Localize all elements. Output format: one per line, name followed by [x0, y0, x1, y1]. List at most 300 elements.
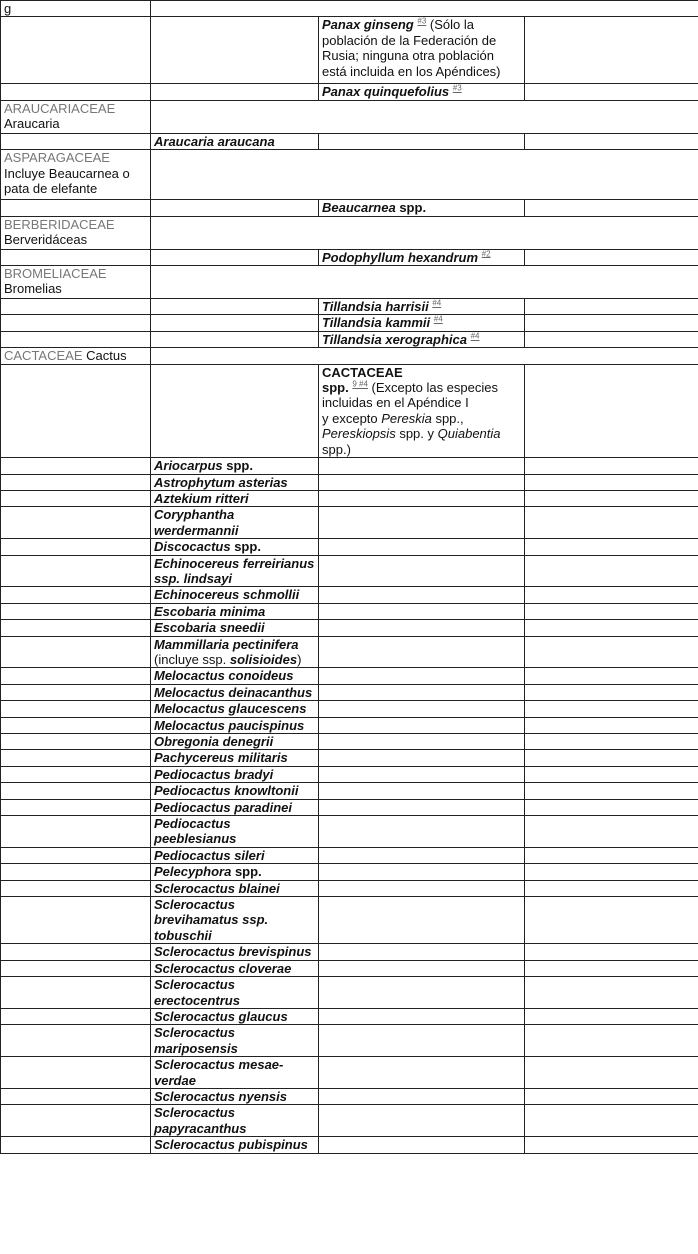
appendix-ii-cell — [319, 555, 525, 587]
appendix-ii-cell — [319, 299, 525, 315]
appendix-iii-cell — [525, 315, 698, 331]
appendix-ii-cell — [319, 603, 525, 619]
footnote-ref: #4 — [470, 331, 480, 341]
appendix-i-cell — [151, 587, 319, 603]
family-cell — [1, 1137, 151, 1153]
appendix-i-cell — [151, 315, 319, 331]
appendix-ii-cell — [319, 734, 525, 750]
appendix-iii-cell — [525, 133, 698, 149]
family-cell — [1, 1105, 151, 1137]
cell-text: ) — [297, 651, 302, 667]
appendix-i-cell — [151, 750, 319, 766]
cell-text: Beaucarnea — [322, 200, 396, 216]
family-cell — [1, 944, 151, 960]
appendix-i-cell — [151, 1137, 319, 1153]
appendix-ii-cell — [319, 668, 525, 684]
appendix-i-cell — [151, 200, 319, 216]
appendix-iii-cell — [525, 766, 698, 782]
appendix-i-cell — [151, 864, 319, 880]
table-row — [1, 668, 698, 684]
appendix-i-cell — [151, 507, 319, 539]
appendix-ii-cell — [319, 17, 525, 84]
family-name: ARAUCARIACEAE — [4, 100, 116, 116]
footnote-ref: #4 — [432, 298, 442, 308]
appendix-i-cell — [151, 331, 319, 347]
appendix-iii-cell — [525, 1025, 698, 1057]
appendix-ii-cell — [319, 960, 525, 976]
family-cell — [1, 636, 151, 668]
appendix-iii-cell — [525, 960, 698, 976]
cell-text: Melocactus paucispinus — [154, 717, 305, 733]
cell-text: spp., — [431, 410, 464, 426]
family-cell — [1, 315, 151, 331]
table-row — [1, 701, 698, 717]
family-cell — [1, 200, 151, 216]
table-row — [1, 458, 698, 474]
table-row — [1, 200, 698, 216]
appendix-iii-cell — [525, 668, 698, 684]
appendix-ii-cell — [319, 847, 525, 863]
appendix-i-cell — [151, 490, 319, 506]
table-row — [1, 977, 698, 1009]
appendix-ii-cell — [319, 315, 525, 331]
cell-text: Pediocactus bradyi — [154, 766, 274, 782]
appendix-iii-cell — [525, 539, 698, 555]
appendix-ii-cell — [319, 539, 525, 555]
table-row — [1, 750, 698, 766]
family-cell — [1, 734, 151, 750]
appendix-iii-cell — [525, 84, 698, 100]
cell-text: Pachycereus militaris — [154, 750, 288, 766]
appendix-ii-cell — [319, 944, 525, 960]
appendix-ii-cell — [319, 200, 525, 216]
family-cell — [1, 717, 151, 733]
cell-text: Escobaria minima — [154, 603, 266, 619]
appendix-i-cell — [151, 977, 319, 1009]
appendix-iii-cell — [525, 1137, 698, 1153]
appendix-i-cell — [151, 1105, 319, 1137]
cell-text: Melocactus glaucescens — [154, 701, 307, 717]
appendix-ii-cell — [319, 1088, 525, 1104]
appendix-iii-cell — [525, 847, 698, 863]
cell-text: g — [4, 1, 12, 16]
family-name: ASPARAGACEAE — [4, 150, 110, 166]
table-row — [1, 717, 698, 733]
appendix-iii-cell — [525, 1008, 698, 1024]
table-row — [1, 1057, 698, 1089]
cell-text: spp. — [222, 458, 253, 474]
cell-text: spp. — [231, 864, 262, 880]
table-row — [1, 364, 698, 457]
appendix-i-cell — [151, 783, 319, 799]
family-cell — [1, 603, 151, 619]
appendix-ii-cell — [319, 783, 525, 799]
family-row — [1, 216, 698, 249]
cell-text: Podophyllum hexandrum — [322, 249, 482, 265]
family-row — [1, 266, 698, 299]
footnote-ref: 9 #4 — [352, 379, 368, 389]
table-row — [1, 620, 698, 636]
cell-text: Obregonia denegrii — [154, 734, 274, 749]
table-body — [1, 1, 698, 1154]
family-cell — [1, 1008, 151, 1024]
cell-text: spp. — [230, 539, 261, 555]
cell-text: Araucaria araucana — [154, 133, 275, 149]
family-cell — [1, 977, 151, 1009]
appendix-i-cell — [151, 684, 319, 700]
appendix-iii-cell — [525, 684, 698, 700]
family-cell — [1, 864, 151, 880]
appendix-ii-cell — [319, 864, 525, 880]
cell-text: Pelecyphora — [154, 864, 232, 880]
cell-text: Coryphantha werdermannii — [154, 507, 239, 538]
table-row — [1, 84, 698, 100]
cell-text: Pediocactus sileri — [154, 847, 265, 863]
appendix-ii-cell — [319, 458, 525, 474]
appendix-ii-cell — [319, 1025, 525, 1057]
empty-cell — [151, 1, 698, 17]
family-cell — [1, 216, 151, 249]
appendix-ii-cell — [319, 249, 525, 265]
family-cell — [1, 133, 151, 149]
table-row — [1, 1088, 698, 1104]
cell-text: Mammillaria pectinifera — [154, 636, 299, 652]
table-row — [1, 17, 698, 84]
family-cell — [1, 266, 151, 299]
appendix-i-cell — [151, 620, 319, 636]
family-cell — [1, 364, 151, 457]
cell-text: Pediocactus paradinei — [154, 799, 292, 815]
appendix-iii-cell — [525, 701, 698, 717]
cell-text: Cactus — [82, 348, 127, 364]
empty-cell — [151, 150, 698, 200]
family-cell — [1, 960, 151, 976]
cell-text: Discocactus — [154, 539, 231, 555]
appendix-iii-cell — [525, 331, 698, 347]
appendix-iii-cell — [525, 717, 698, 733]
cell-text: solisioides — [229, 651, 298, 667]
family-cell — [1, 587, 151, 603]
family-cell — [1, 1057, 151, 1089]
appendix-i-cell — [151, 847, 319, 863]
appendix-iii-cell — [525, 587, 698, 603]
family-row — [1, 348, 698, 364]
appendix-ii-cell — [319, 474, 525, 490]
appendix-ii-cell — [319, 717, 525, 733]
cell-text: Pereskia — [381, 410, 432, 426]
family-cell — [1, 1088, 151, 1104]
appendix-i-cell — [151, 960, 319, 976]
appendix-i-cell — [151, 249, 319, 265]
family-cell — [1, 701, 151, 717]
appendix-i-cell — [151, 944, 319, 960]
family-cell — [1, 17, 151, 84]
table-row — [1, 864, 698, 880]
cell-text: Sclerocactus mariposensis — [154, 1025, 238, 1056]
cell-text: spp.) — [322, 441, 351, 457]
family-row — [1, 100, 698, 133]
appendix-iii-cell — [525, 200, 698, 216]
cell-text: Sclerocactus mesae-verdae — [154, 1057, 284, 1088]
cell-text: Sclerocactus blainei — [154, 880, 280, 896]
table-row — [1, 539, 698, 555]
appendix-iii-cell — [525, 507, 698, 539]
cell-text: Pereskiopsis — [322, 426, 396, 442]
appendix-i-cell — [151, 880, 319, 896]
cell-text: Bromelias — [4, 281, 62, 297]
appendix-i-cell — [151, 299, 319, 315]
cell-text: Tillandsia xerographica — [322, 331, 471, 347]
family-cell — [1, 84, 151, 100]
family-cell — [1, 249, 151, 265]
appendix-i-cell — [151, 1025, 319, 1057]
cell-text: Melocactus deinacanthus — [154, 684, 313, 700]
appendix-i-cell — [151, 636, 319, 668]
family-cell — [1, 150, 151, 200]
table-row — [1, 1105, 698, 1137]
table-row — [1, 636, 698, 668]
appendix-iii-cell — [525, 490, 698, 506]
appendix-ii-cell — [319, 799, 525, 815]
cell-text: Tillandsia kammii — [322, 315, 434, 331]
table-row — [1, 1137, 698, 1153]
family-cell — [1, 766, 151, 782]
cell-text: Melocactus conoideus — [154, 668, 294, 684]
family-cell — [1, 1, 151, 17]
family-cell — [1, 490, 151, 506]
cell-text: Ariocarpus — [154, 458, 223, 474]
table-row — [1, 490, 698, 506]
appendix-ii-cell — [319, 1057, 525, 1089]
appendix-iii-cell — [525, 458, 698, 474]
appendix-i-cell — [151, 364, 319, 457]
family-cell — [1, 331, 151, 347]
appendix-iii-cell — [525, 620, 698, 636]
appendix-iii-cell — [525, 1088, 698, 1104]
family-name: CACTACEAE — [4, 348, 83, 364]
family-row — [1, 150, 698, 200]
appendix-ii-cell — [319, 684, 525, 700]
appendix-i-cell — [151, 816, 319, 848]
cell-text: Sclerocactus pubispinus — [154, 1137, 308, 1153]
appendix-iii-cell — [525, 299, 698, 315]
table-row — [1, 897, 698, 944]
appendix-iii-cell — [525, 249, 698, 265]
family-name: BERBERIDACEAE — [4, 216, 115, 232]
cell-text: Echinocereus schmollii — [154, 587, 300, 603]
appendix-i-cell — [151, 1057, 319, 1089]
appendix-ii-cell — [319, 636, 525, 668]
appendix-ii-cell — [319, 1008, 525, 1024]
table-row — [1, 133, 698, 149]
family-cell — [1, 897, 151, 944]
appendix-iii-cell — [525, 864, 698, 880]
table-row — [1, 331, 698, 347]
appendix-i-cell — [151, 539, 319, 555]
appendix-ii-cell — [319, 816, 525, 848]
appendix-iii-cell — [525, 880, 698, 896]
appendix-iii-cell — [525, 897, 698, 944]
appendix-ii-cell — [319, 490, 525, 506]
footnote-ref: #2 — [481, 249, 491, 259]
table-row — [1, 1025, 698, 1057]
table-row — [1, 816, 698, 848]
cell-text: Araucaria — [4, 116, 60, 132]
table-row — [1, 880, 698, 896]
cell-text: CACTACEAE — [322, 364, 403, 380]
appendix-ii-cell — [319, 750, 525, 766]
cell-text: Sclerocactus brevihamatus ssp. tobuschii — [154, 897, 269, 943]
table-row — [1, 587, 698, 603]
cell-text: Aztekium ritteri — [154, 490, 249, 506]
table-row — [1, 1008, 698, 1024]
cell-text: Echinocereus ferreirianus ssp. lindsayi — [154, 555, 315, 586]
appendix-iii-cell — [525, 944, 698, 960]
appendix-ii-cell — [319, 620, 525, 636]
cell-text: Escobaria sneedii — [154, 620, 265, 636]
appendix-i-cell — [151, 17, 319, 84]
table-row — [1, 944, 698, 960]
cell-text: Pediocactus knowltonii — [154, 783, 299, 799]
family-cell — [1, 474, 151, 490]
appendix-i-cell — [151, 668, 319, 684]
family-cell — [1, 539, 151, 555]
family-cell — [1, 507, 151, 539]
table-row — [1, 555, 698, 587]
appendix-iii-cell — [525, 1057, 698, 1089]
cell-text: Sclerocactus erectocentrus — [154, 977, 240, 1008]
empty-cell — [151, 348, 698, 364]
empty-cell — [151, 266, 698, 299]
appendix-iii-cell — [525, 816, 698, 848]
cell-text: Sclerocactus papyracanthus — [154, 1105, 247, 1136]
footnote-ref: #3 — [417, 17, 427, 27]
appendix-i-cell — [151, 84, 319, 100]
cell-text: Sclerocactus nyensis — [154, 1088, 287, 1104]
family-cell — [1, 847, 151, 863]
appendix-ii-cell — [319, 133, 525, 149]
appendix-ii-cell — [319, 977, 525, 1009]
cell-text: Pediocactus peeblesianus — [154, 816, 237, 847]
family-cell — [1, 783, 151, 799]
family-cell — [1, 816, 151, 848]
cell-text: Tillandsia harrisii — [322, 299, 433, 315]
appendix-iii-cell — [525, 977, 698, 1009]
cell-text: (Excepto las especies incluidas en el Apéndice I — [322, 380, 498, 411]
cell-text: Incluye Beaucarnea o pata de elefante — [4, 165, 130, 197]
cell-text: Panax quinquefolius — [322, 84, 453, 100]
appendix-iii-cell — [525, 1105, 698, 1137]
appendix-iii-cell — [525, 603, 698, 619]
appendix-iii-cell — [525, 799, 698, 815]
cell-text: spp. — [322, 380, 353, 396]
appendix-ii-cell — [319, 84, 525, 100]
table-row — [1, 847, 698, 863]
appendix-iii-cell — [525, 734, 698, 750]
table-row — [1, 603, 698, 619]
appendix-iii-cell — [525, 474, 698, 490]
appendix-i-cell — [151, 1008, 319, 1024]
appendix-i-cell — [151, 555, 319, 587]
table-row — [1, 507, 698, 539]
appendix-i-cell — [151, 734, 319, 750]
family-cell — [1, 100, 151, 133]
appendix-ii-cell — [319, 587, 525, 603]
appendix-i-cell — [151, 133, 319, 149]
appendix-i-cell — [151, 458, 319, 474]
family-cell — [1, 684, 151, 700]
table-row — [1, 799, 698, 815]
cell-text: (Sólo la población de la Federación de Rusia; ninguna otra población está incluida en los Apéndices) — [322, 17, 501, 79]
table-row — [1, 766, 698, 782]
appendix-ii-cell — [319, 701, 525, 717]
family-cell — [1, 1025, 151, 1057]
family-cell — [1, 555, 151, 587]
table-row — [1, 315, 698, 331]
appendix-i-cell — [151, 897, 319, 944]
appendix-ii-cell — [319, 507, 525, 539]
cell-text: (incluye ssp. — [154, 651, 230, 667]
cell-text: spp. — [395, 200, 427, 216]
appendix-iii-cell — [525, 364, 698, 457]
appendix-ii-cell — [319, 1105, 525, 1137]
appendix-i-cell — [151, 701, 319, 717]
table-row — [1, 474, 698, 490]
family-cell — [1, 348, 151, 364]
appendix-i-cell — [151, 1088, 319, 1104]
table-row — [1, 783, 698, 799]
family-cell — [1, 299, 151, 315]
appendix-ii-cell — [319, 331, 525, 347]
appendix-ii-cell — [319, 1137, 525, 1153]
cell-text: Sclerocactus glaucus — [154, 1008, 288, 1024]
cell-text: Panax ginseng — [322, 17, 418, 33]
appendix-i-cell — [151, 766, 319, 782]
appendix-ii-cell — [319, 364, 525, 457]
family-cell — [1, 750, 151, 766]
appendix-ii-cell — [319, 897, 525, 944]
appendix-i-cell — [151, 603, 319, 619]
appendix-iii-cell — [525, 636, 698, 668]
table-row — [1, 684, 698, 700]
table-row — [1, 299, 698, 315]
family-cell — [1, 668, 151, 684]
cell-text: Quiabentia — [437, 426, 501, 442]
footnote-ref: #4 — [433, 315, 443, 325]
cell-text: Berveridáceas — [4, 232, 88, 248]
cell-text: spp. y — [395, 426, 438, 442]
appendix-iii-cell — [525, 750, 698, 766]
appendix-i-cell — [151, 474, 319, 490]
family-name: BROMELIACEAE — [4, 266, 107, 282]
table-row — [1, 734, 698, 750]
family-cell — [1, 880, 151, 896]
appendix-i-cell — [151, 799, 319, 815]
cell-text: y excepto — [322, 410, 382, 426]
empty-cell — [151, 100, 698, 133]
table-row — [1, 249, 698, 265]
family-cell — [1, 458, 151, 474]
footnote-ref: #3 — [452, 84, 462, 94]
appendix-i-cell — [151, 717, 319, 733]
appendix-ii-cell — [319, 880, 525, 896]
appendix-iii-cell — [525, 17, 698, 84]
family-cell — [1, 620, 151, 636]
cell-text: Astrophytum asterias — [154, 474, 288, 490]
table-row — [1, 960, 698, 976]
family-cell — [1, 799, 151, 815]
cell-text: Sclerocactus cloverae — [154, 960, 292, 976]
